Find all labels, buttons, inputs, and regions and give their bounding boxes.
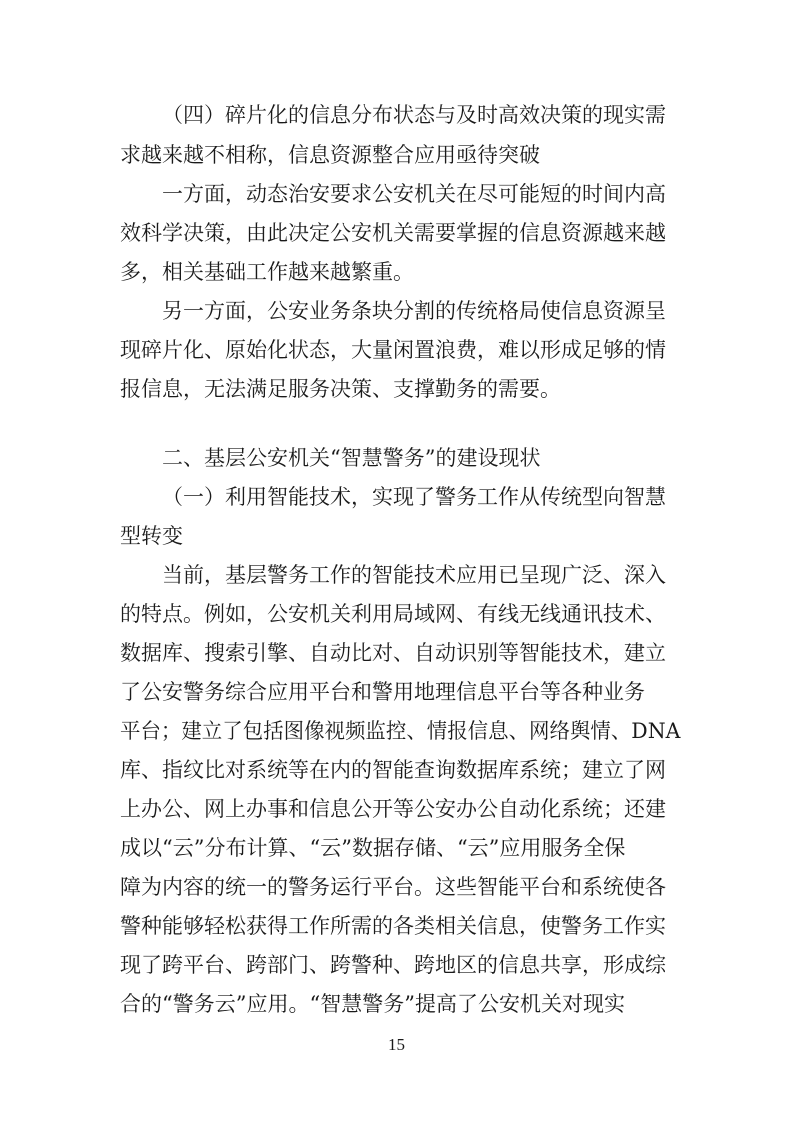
paragraph-3-line-6: 库、指纹比对系统等在内的智能查询数据库系统；建立了网 [120,758,666,782]
paragraph-3-line-2: 的特点。例如，公安机关利用局域网、有线无线通讯技术、 [120,602,666,626]
paragraph-3-line-11: 现了跨平台、跨部门、跨警种、跨地区的信息共享，形成综 [120,953,666,977]
paragraph-3-line-9: 障为内容的统一的警务运行平台。这些智能平台和系统使各 [120,875,666,899]
paragraph-1-line-2: 效科学决策，由此决定公安机关需要掌握的信息资源越来越 [120,221,666,245]
paragraph-3-line-10: 警种能够轻松获得工作所需的各类相关信息，使警务工作实 [120,914,666,938]
page-number: 15 [388,1035,405,1054]
paragraph-2-line-1: 另一方面，公安业务条块分割的传统格局使信息资源呈 [162,299,666,323]
paragraph-3-line-1: 当前，基层警务工作的智能技术应用已呈现广泛、深入 [162,563,666,587]
section-heading-1-line-1: （一）利用智能技术，实现了警务工作从传统型向智慧 [162,485,666,509]
paragraph-3-line-12: 合的“警务云”应用。“智慧警务”提高了公安机关对现实 [120,992,625,1016]
section-heading-4-line-1: （四）碎片化的信息分布状态与及时高效决策的现实需 [162,103,666,127]
paragraph-1-line-1: 一方面，动态治安要求公安机关在尽可能短的时间内高 [162,182,666,206]
paragraph-2-line-3: 报信息，无法满足服务决策、支撑勤务的需要。 [120,377,561,401]
paragraph-3-line-3: 数据库、搜索引擎、自动比对、自动识别等智能技术，建立 [120,641,666,665]
chapter-heading-2: 二、基层公安机关“智慧警务”的建设现状 [162,446,541,470]
paragraph-3-line-4: 了公安警务综合应用平台和警用地理信息平台等各种业务 [120,680,645,704]
section-heading-1-line-2: 型转变 [120,524,183,548]
paragraph-3-line-7: 上办公、网上办事和信息公开等公安办公自动化系统；还建 [120,797,666,821]
paragraph-3-line-5: 平台；建立了包括图像视频监控、情报信息、网络舆情、DNA [120,719,681,743]
section-heading-4-line-2: 求越来越不相称，信息资源整合应用亟待突破 [120,143,540,167]
paragraph-1-line-3: 多，相关基础工作越来越繁重。 [120,260,414,284]
paragraph-2-line-2: 现碎片化、原始化状态，大量闲置浪费，难以形成足够的情 [120,338,666,362]
paragraph-3-line-8: 成以“云”分布计算、“云”数据存储、“云”应用服务全保 [120,836,626,860]
